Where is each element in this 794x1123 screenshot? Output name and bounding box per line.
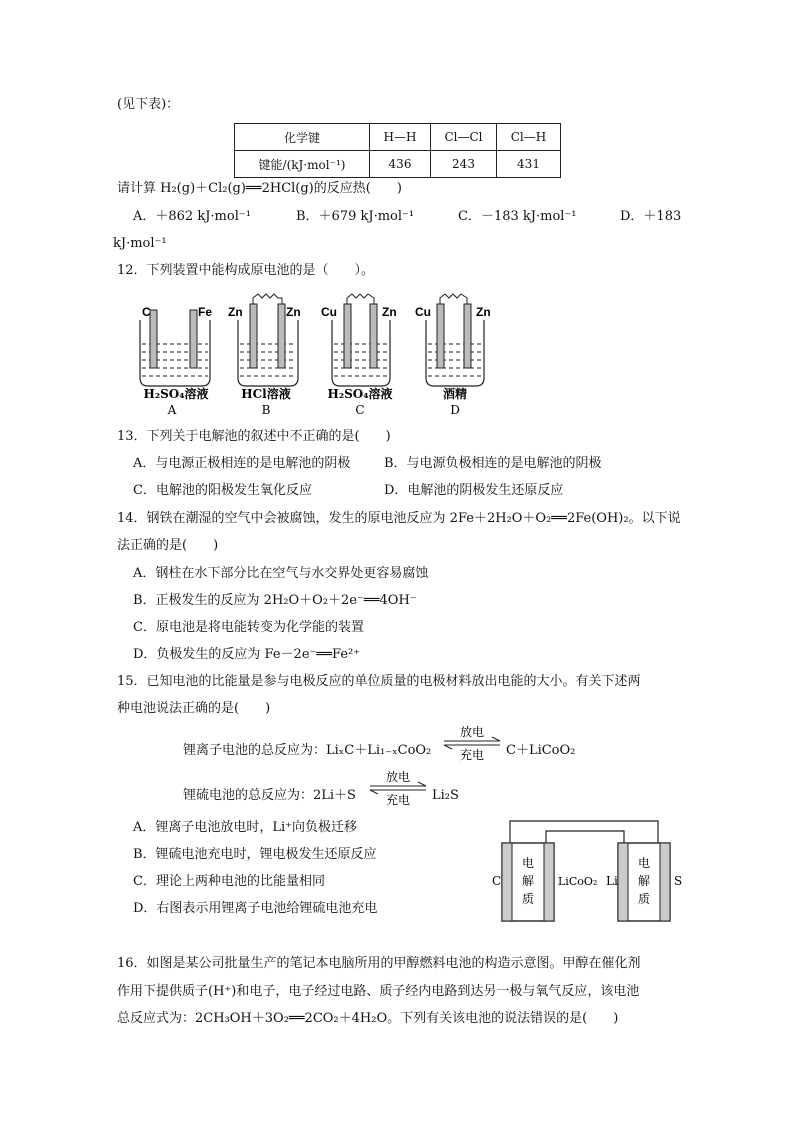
eq1-reversible-arrow [440, 724, 504, 764]
q11-option-b: B．＋679 kJ·mol⁻¹ [296, 209, 415, 224]
q15-equation-1 [183, 742, 431, 760]
q14-option-b: B．正极发生的反应为 2H₂O＋O₂＋2e⁻══4OH⁻ [133, 593, 417, 608]
q14-stem-line2: 法正确的是( ) [117, 538, 219, 553]
q11-option-d: D．＋183 [620, 209, 682, 224]
q15-battery-figure [488, 815, 688, 927]
device-d-left-electrode: Cu [415, 305, 431, 319]
q13-stem: 13．下列关于电解池的叙述中不正确的是( ) [117, 429, 391, 444]
device-a-solution: H₂SO₄溶液 [143, 387, 209, 401]
device-c-letter: C [355, 403, 365, 417]
q16-line1: 16．如图是某公司批量生产的笔记本电脑所用的甲醇燃料电池的构造示意图。甲醇在催化剂 [117, 956, 641, 971]
device-a-letter: A [167, 403, 177, 417]
device-d-solution: 酒精 [442, 387, 468, 401]
table-header-cell: Cl—H [497, 124, 561, 151]
device-c-left-electrode: Cu [321, 305, 337, 319]
device-a [140, 305, 212, 417]
table-row [235, 151, 561, 178]
q15-stem-line1: 15．已知电池的比能量是参与电极反应的单位质量的电极材料放出电能的大小。有关下述两 [117, 674, 641, 689]
table-cell: 436 [370, 151, 431, 178]
table-header-cell: H—H [370, 124, 431, 151]
bond-energy-table [234, 123, 561, 178]
table-header-cell: Cl—Cl [431, 124, 497, 151]
table-cell: 243 [431, 151, 497, 178]
q15-option-c: C．理论上两种电池的比能量相同 [133, 874, 325, 889]
table-cell: 431 [497, 151, 561, 178]
q16-line3: 总反应式为：2CH₃OH＋3O₂══2CO₂＋4H₂O。下列有关该电池的说法错误的是( ) [117, 1011, 619, 1026]
q15-option-d: D．右图表示用锂离子电池给锂硫电池充电 [133, 901, 378, 916]
table-row [235, 124, 561, 151]
right-cell-electrolyte-1: 电 [637, 856, 651, 870]
device-c [321, 294, 397, 417]
eq2-right: Li₂S [432, 788, 459, 803]
q12-stem: 12．下列装置中能构成原电池的是（ ）。 [117, 263, 375, 278]
device-b [228, 294, 301, 417]
eq1-left: 锂离子电池的总反应为：LiₓC＋Li₁₋ₓCoO₂ [183, 743, 432, 758]
label-li: Li [606, 874, 618, 888]
q14-option-d: D．负极发生的反应为 Fe－2e⁻══Fe²⁺ [133, 647, 361, 662]
device-b-right-electrode: Zn [286, 305, 301, 319]
left-cell-electrolyte-1: 电 [521, 856, 535, 870]
q14-option-a: A．钢柱在水下部分比在空气与水交界处更容易腐蚀 [133, 566, 429, 581]
q15-option-a: A．锂离子电池放电时，Li⁺向负极迁移 [133, 820, 358, 835]
right-cell-electrolyte-3: 质 [637, 892, 651, 906]
device-d-letter: D [450, 403, 460, 417]
right-cell-electrolyte-2: 解 [637, 874, 651, 888]
device-b-left-electrode: Zn [228, 305, 243, 319]
eq1-right: C＋LiCoO₂ [506, 743, 576, 758]
q14-stem-line1: 14．钢铁在潮湿的空气中会被腐蚀，发生的原电池反应为 2Fe＋2H₂O＋O₂══2Fe(OH)₂。以下说 [117, 511, 681, 526]
device-c-solution: H₂SO₄溶液 [327, 387, 393, 401]
table-header-cell: 化学键 [235, 124, 370, 151]
eq2-discharge-label: 放电 [385, 770, 411, 784]
device-a-right-electrode: Fe [198, 305, 213, 319]
q14-option-c: C．原电池是将电能转变为化学能的装置 [133, 620, 364, 635]
q13-option-a: A．与电源正极相连的是电解池的阴极 [133, 456, 351, 471]
left-cell-electrolyte-3: 质 [521, 892, 535, 906]
q11-stem: 请计算 H₂(g)＋Cl₂(g)══2HCl(g)的反应热( ) [117, 181, 402, 196]
device-d-right-electrode: Zn [476, 305, 491, 319]
q11-option-c: C．－183 kJ·mol⁻¹ [458, 209, 577, 224]
device-a-left-electrode: C [142, 305, 151, 319]
q13-option-b: B．与电源负极相连的是电解池的阴极 [384, 456, 602, 471]
device-c-right-electrode: Zn [382, 305, 397, 319]
q16-line2: 作用下提供质子(H⁺)和电子，电子经过电路、质子经内电路到达另一极与氧气反应，该电池 [117, 984, 640, 999]
q13-option-c: C．电解池的阳极发生氧化反应 [133, 483, 312, 498]
q11-option-d-cont: kJ·mol⁻¹ [113, 236, 167, 251]
label-licoo2: LiCoO₂ [558, 875, 598, 888]
q12-figure [130, 290, 510, 420]
label-c: C [492, 874, 502, 888]
q15-equation-2 [183, 787, 356, 805]
table-row-label: 键能/(kJ·mol⁻¹) [235, 151, 370, 178]
q11-option-a: A．＋862 kJ·mol⁻¹ [133, 209, 251, 224]
q15-option-b: B．锂硫电池充电时，锂电极发生还原反应 [133, 847, 377, 862]
device-b-letter: B [261, 403, 271, 417]
device-b-solution: HCl溶液 [241, 387, 291, 401]
intro-text: (见下表)： [117, 97, 180, 112]
label-s: S [674, 874, 683, 888]
eq1-charge-label: 充电 [459, 748, 485, 762]
eq2-left: 锂硫电池的总反应为：2Li＋S [183, 788, 356, 803]
device-d [415, 294, 491, 417]
eq2-reversible-arrow [366, 769, 430, 809]
q15-stem-line2: 种电池说法正确的是( ) [117, 701, 271, 716]
eq1-discharge-label: 放电 [459, 725, 485, 739]
eq2-charge-label: 充电 [385, 793, 411, 807]
left-cell-electrolyte-2: 解 [521, 874, 535, 888]
q13-option-d: D．电解池的阴极发生还原反应 [384, 483, 564, 498]
